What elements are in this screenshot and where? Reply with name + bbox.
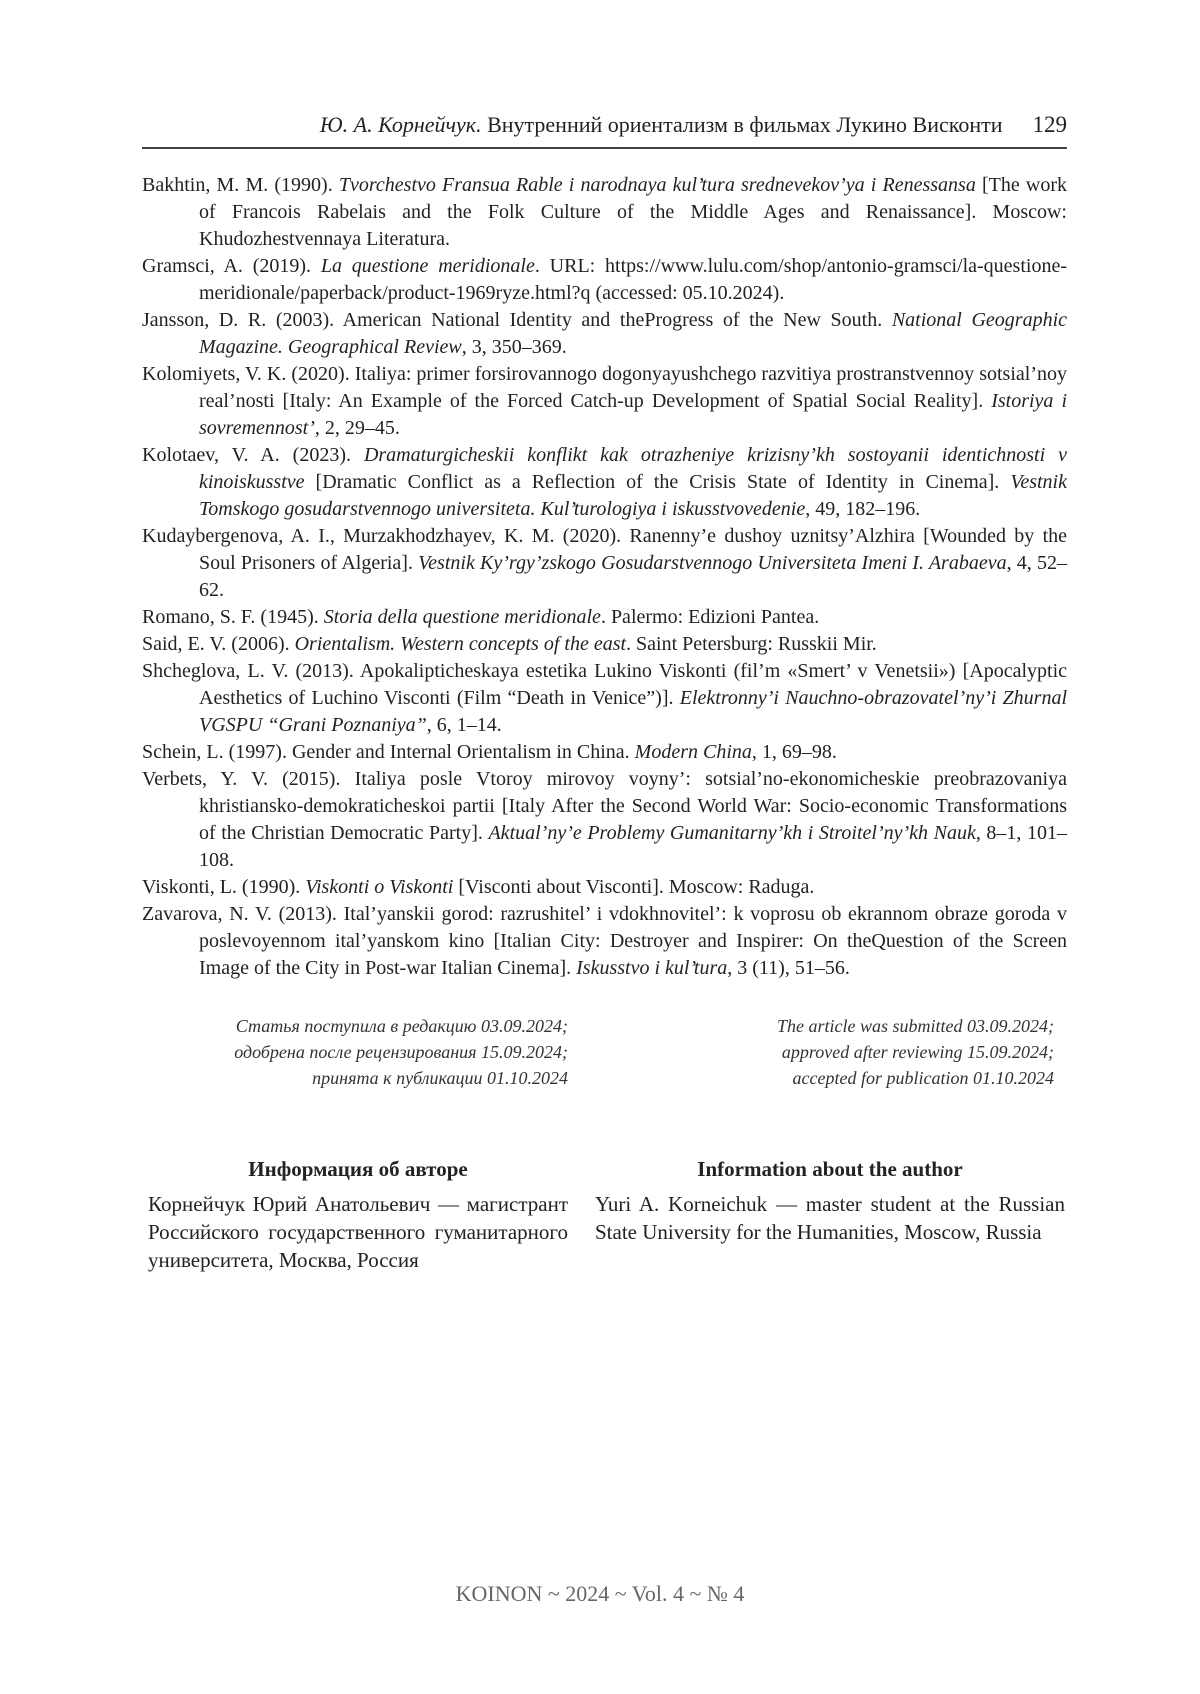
reference-item: Schein, L. (1997). Gender and Internal Orientalism in China. Modern China, 1, 69–98. xyxy=(142,739,1067,766)
header-title: Внутренний ориентализм в фильмах Лукино Висконти xyxy=(482,112,1003,138)
reference-item: Said, E. V. (2006). Orientalism. Western concepts of the east. Saint Petersburg: Russkii Mir. xyxy=(142,631,1067,658)
dates-en xyxy=(628,1013,1054,1091)
author-info-ru xyxy=(148,1157,568,1274)
header-author: Ю. А. Корнейчук. xyxy=(320,112,482,138)
author-info-en xyxy=(595,1157,1065,1246)
author-text-ru: Корнейчук Юрий Анатольевич — магистрант Российского государственного гуманитарного университета, Москва, Россия xyxy=(148,1190,568,1274)
author-heading-en: Information about the author xyxy=(595,1157,1065,1182)
reference-item: Jansson, D. R. (2003). American National Identity and theProgress of the New South. National Geographic Magazine. Geographical Review, 3, 350–369. xyxy=(142,307,1067,361)
author-heading-ru: Информация об авторе xyxy=(148,1157,568,1182)
date-approved-ru: одобрена после рецензирования 15.09.2024; xyxy=(142,1039,568,1065)
reference-item: Gramsci, A. (2019). La questione meridionale. URL: https://www.lulu.com/shop/antonio-gramsci/la-questione-meridionale/paperback/product-1969ryze.html?q (accessed: 05.10.2024). xyxy=(142,253,1067,307)
date-accepted-ru: принята к публикации 01.10.2024 xyxy=(142,1065,568,1091)
reference-item: Bakhtin, M. M. (1990). Tvorchestvo Fransua Rable i narodnaya kul’tura srednevekov’ya i Renessansa [The work of Francois Rabelais and the Folk Culture of the Middle Ages and Renaissance]. Moscow: Khudozhestvennaya Literatura. xyxy=(142,172,1067,253)
date-approved-en: approved after reviewing 15.09.2024; xyxy=(628,1039,1054,1065)
reference-item: Kolotaev, V. A. (2023). Dramaturgicheskii konflikt kak otrazheniye krizisny’kh sostoyanii identichnosti v kinoiskusstve [Dramatic Conflict as a Reflection of the Crisis State of Identity in Cinema]. Vestnik Tomskogo gosudarstvennogo universiteta. Kul’turologiya i iskusstvovedenie, 49, 182–196. xyxy=(142,442,1067,523)
reference-item: Verbets, Y. V. (2015). Italiya posle Vtoroy mirovoy voyny’: sotsial’no-ekonomicheskie preobrazovaniya khristiansko-demokraticheskoi partii [Italy After the Second World War: Socio-economic Transformations of the Christian Democratic Party]. Aktual’ny’e Problemy Gumanitarny’kh i Stroitel’ny’kh Nauk, 8–1, 101–108. xyxy=(142,766,1067,874)
reference-item: Viskonti, L. (1990). Viskonti o Viskonti [Visconti about Visconti]. Moscow: Raduga. xyxy=(142,874,1067,901)
references-list xyxy=(142,172,1067,982)
running-header xyxy=(142,112,1067,149)
reference-item: Romano, S. F. (1945). Storia della questione meridionale. Palermo: Edizioni Pantea. xyxy=(142,604,1067,631)
date-submitted-ru: Статья поступила в редакцию 03.09.2024; xyxy=(142,1013,568,1039)
author-text-en: Yuri A. Korneichuk — master student at the Russian State University for the Humanities, Moscow, Russia xyxy=(595,1190,1065,1246)
reference-item: Shcheglova, L. V. (2013). Apokalipticheskaya estetika Lukino Viskonti (fil’m «Smert’ v Venetsii») [Apocalyptic Aesthetics of Luchino Visconti (Film “Death in Venice”)]. Elektronny’i Nauchno-obrazovatel’ny’i Zhurnal VGSPU “Grani Poznaniya”, 6, 1–14. xyxy=(142,658,1067,739)
reference-item: Kolomiyets, V. K. (2020). Italiya: primer forsirovannogo dogonyayushchego razvitiya prostranstvennoy sotsial’noy real’nosti [Italy: An Example of the Forced Catch-up Development of Spatial Social Reality]. Istoriya i sovremennost’, 2, 29–45. xyxy=(142,361,1067,442)
date-submitted-en: The article was submitted 03.09.2024; xyxy=(628,1013,1054,1039)
reference-item: Zavarova, N. V. (2013). Ital’yanskii gorod: razrushitel’ i vdokhnovitel’: k voprosu ob ekrannom obraze goroda v poslevoyennom ital’yanskom kino [Italian City: Destroyer and Inspirer: On theQuestion of the Screen Image of the City in Post-war Italian Cinema]. Iskusstvo i kul’tura, 3 (11), 51–56. xyxy=(142,901,1067,982)
page-number: 129 xyxy=(1033,112,1068,138)
date-accepted-en: accepted for publication 01.10.2024 xyxy=(628,1065,1054,1091)
reference-item: Kudaybergenova, A. I., Murzakhodzhayev, K. M. (2020). Ranenny’e dushoy uznitsy’Alzhira [Wounded by the Soul Prisoners of Algeria]. Vestnik Ky’rgy’zskogo Gosudarstvennogo Universiteta Imeni I. Arabaeva, 4, 52–62. xyxy=(142,523,1067,604)
dates-ru xyxy=(142,1013,568,1091)
journal-footer: KOINON ~ 2024 ~ Vol. 4 ~ № 4 xyxy=(0,1581,1200,1607)
